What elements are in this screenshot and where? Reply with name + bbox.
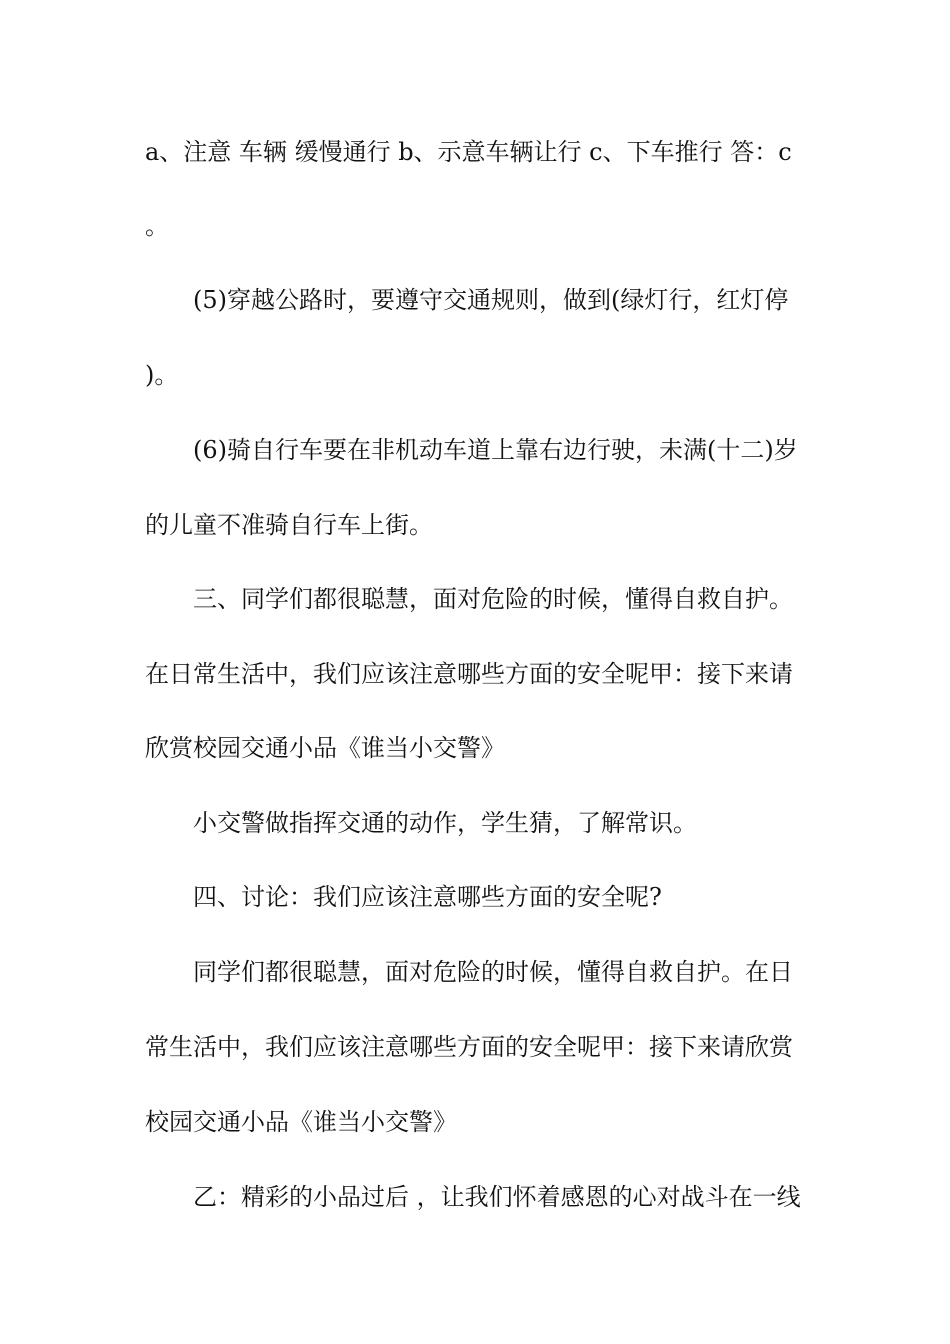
text-line: )。 [145,361,179,389]
text-line: 的儿童不准骑自行车上街。 [145,511,433,539]
text-line: 四、讨论：我们应该注意哪些方面的安全呢? [193,883,662,911]
text-line: a、注意 车辆 缓慢通行 b、示意车辆让行 c、下车推行 答：c [145,138,792,166]
text-line: 三、同学们都很聪慧，面对危险的时候，懂得自救自护。 [193,585,793,613]
text-line: 常生活中，我们应该注意哪些方面的安全呢甲：接下来请欣赏 [145,1033,793,1061]
text-line: 校园交通小品《谁当小交警》 [145,1108,457,1136]
text-line: 在日常生活中，我们应该注意哪些方面的安全呢甲：接下来请 [145,660,793,688]
text-line: (5)穿越公路时，要遵守交通规则，做到(绿灯行，红灯停 [193,286,789,314]
text-line: (6)骑自行车要在非机动车道上靠右边行驶，未满(十二)岁 [193,436,798,464]
text-line: 同学们都很聪慧，面对危险的时候，懂得自救自护。在日 [193,958,793,986]
text-line: 乙：精彩的小品过后 ，让我们怀着感恩的心对战斗在一线 [193,1183,801,1211]
text-line: 。 [145,212,169,240]
text-line: 小交警做指挥交通的动作，学生猜，了解常识。 [193,809,697,837]
text-line: 欣赏校园交通小品《谁当小交警》 [145,734,505,762]
